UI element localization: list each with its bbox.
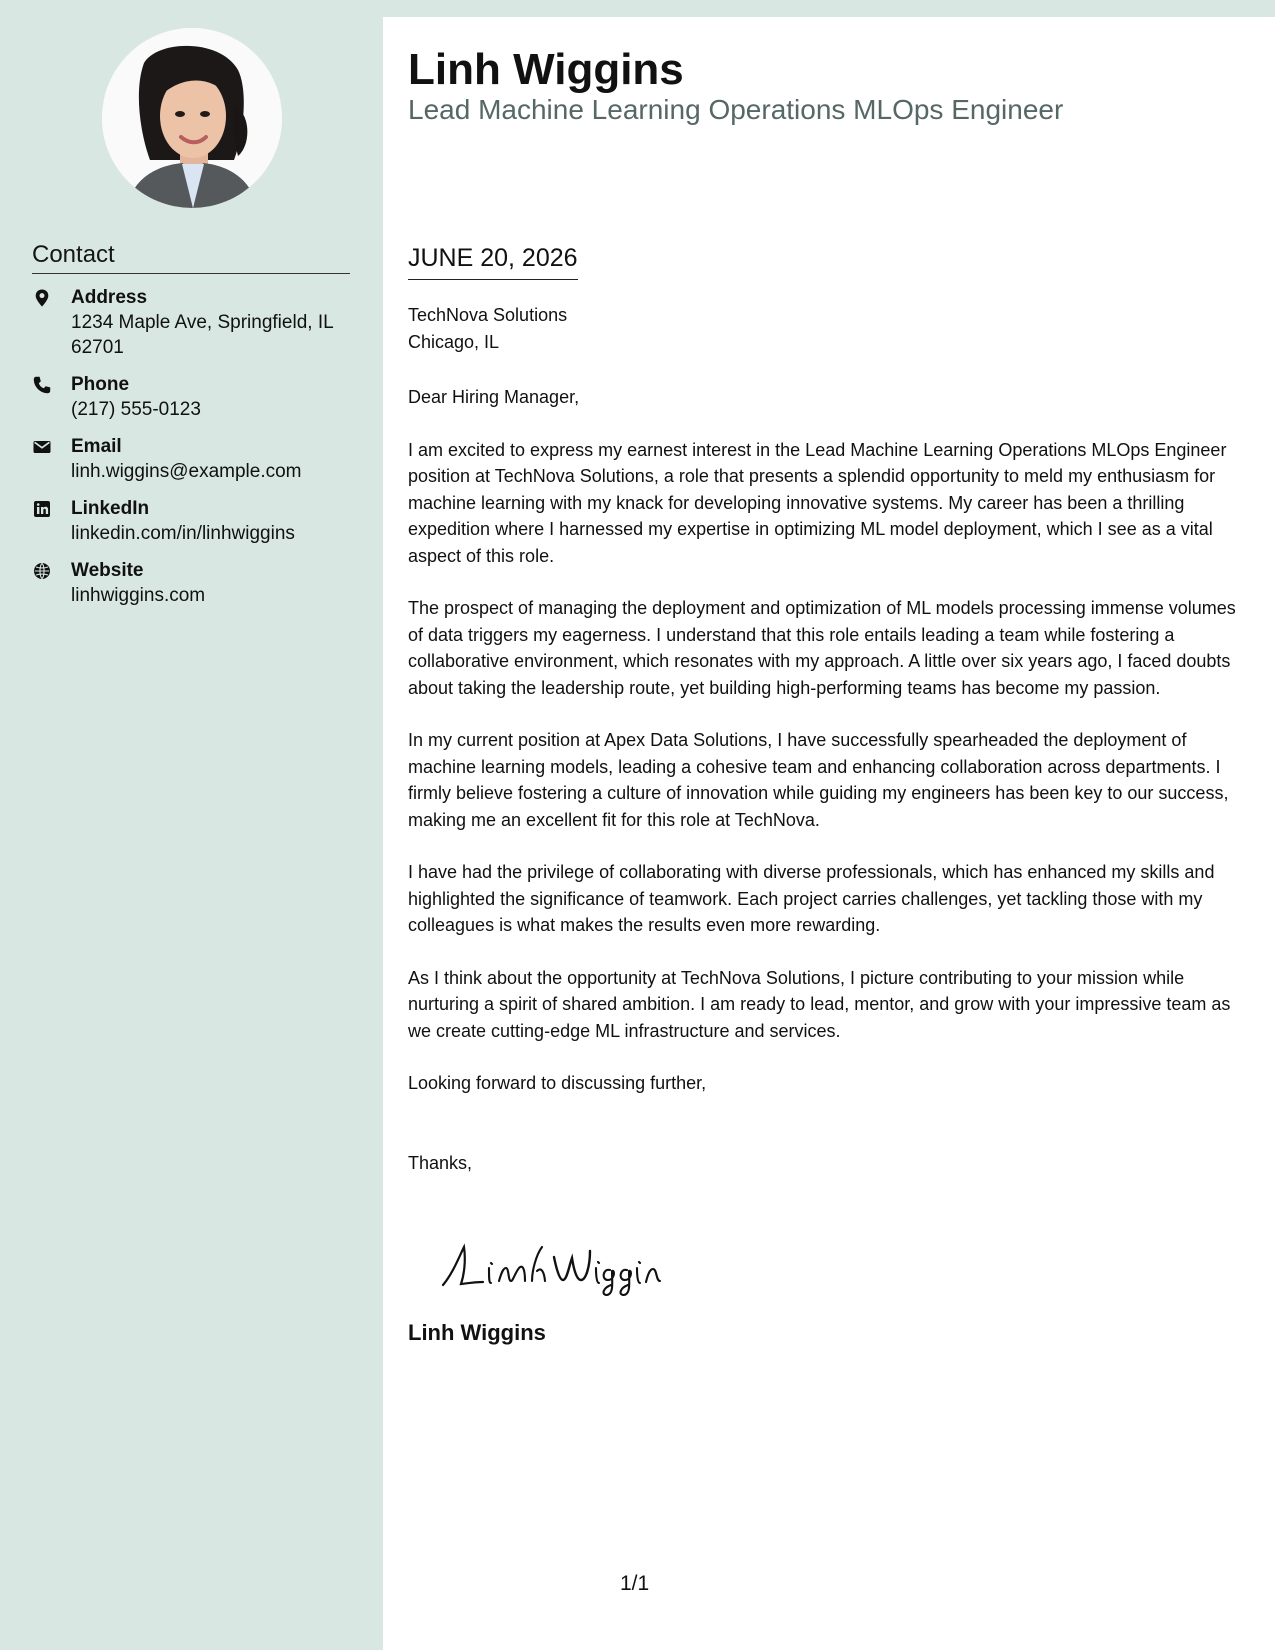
recipient-location: Chicago, IL — [408, 332, 500, 352]
letter-body — [408, 384, 1250, 1176]
contact-list — [32, 285, 352, 620]
phone-label: Phone — [71, 374, 130, 395]
letter-panel — [383, 17, 1275, 1650]
page-number: 1/1 — [620, 1572, 650, 1595]
phone-icon — [32, 375, 52, 395]
phone-value: (217) 555-0123 — [71, 399, 201, 420]
handwritten-signature — [433, 1237, 663, 1297]
email-label: Email — [71, 436, 122, 457]
email-value[interactable]: linh.wiggins@example.com — [71, 461, 302, 482]
closing-line: Looking forward to discussing further, — [408, 1073, 707, 1093]
applicant-name: Linh Wiggins — [408, 45, 684, 94]
paragraph-2: The prospect of managing the deployment and optimization of ML models processing immense volumes of data triggers my eagerness. I understand that this role entails leading a team while fostering a collaborative environment, which resonates with my approach. A little over six years ago, I faced doubts about taking the leadership route, yet building high-performing teams has become my passion. — [408, 598, 1236, 698]
mail-icon — [32, 437, 52, 457]
contact-item-address — [32, 285, 352, 360]
paragraph-3: In my current position at Apex Data Solutions, I have successfully spearheaded the deployment of machine learning models, leading a cohesive team and enhancing collaboration across departments. I firmly believe fostering a culture of innovation while guiding my engineers has been key to our success, making me an excellent fit for this role at TechNova. — [408, 730, 1229, 830]
contact-heading: Contact — [32, 241, 350, 274]
paragraph-5: As I think about the opportunity at TechNova Solutions, I picture contributing to your mission while nurturing a spirit of shared ambition. I am ready to lead, mentor, and grow with your impressive team as we create cutting-edge ML infrastructure and services. — [408, 967, 1231, 1041]
recipient-block — [408, 302, 567, 356]
sidebar — [0, 0, 383, 1650]
job-title: Lead Machine Learning Operations MLOps Engineer — [408, 94, 1064, 125]
contact-item-linkedin — [32, 496, 352, 546]
address-value: 1234 Maple Ave, Springfield, IL 62701 — [71, 312, 333, 358]
signoff: Thanks, — [408, 1152, 473, 1173]
letter-date: JUNE 20, 2026 — [408, 243, 578, 280]
profile-photo — [102, 28, 282, 208]
linkedin-value[interactable]: linkedin.com/in/linhwiggins — [71, 523, 295, 544]
website-value[interactable]: linhwiggins.com — [71, 585, 206, 606]
salutation: Dear Hiring Manager, — [408, 387, 580, 407]
paragraph-1: I am excited to express my earnest interest in the Lead Machine Learning Operations MLOps Engineer position at TechNova Solutions, a role that presents a splendid opportunity to meld my enthusiasm for machine learning with my knack for developing innovative systems. My career has been a thrilling expedition where I harnessed my expertise in optimizing ML model deployment, which I see as a vital aspect of this role. — [408, 439, 1227, 566]
address-label: Address — [71, 287, 148, 308]
contact-item-email — [32, 434, 352, 484]
recipient-company: TechNova Solutions — [408, 305, 568, 325]
signer-name: Linh Wiggins — [408, 1320, 546, 1345]
linkedin-label: LinkedIn — [71, 498, 150, 519]
linkedin-icon — [32, 499, 52, 519]
contact-item-website — [32, 558, 352, 608]
website-label: Website — [71, 560, 144, 581]
globe-icon — [32, 561, 52, 581]
map-pin-icon — [32, 288, 52, 308]
contact-item-phone — [32, 372, 352, 422]
paragraph-4: I have had the privilege of collaborating with diverse professionals, which has enhanced my skills and highlighted the significance of teamwork. Each project carries challenges, yet tackling those with my colleagues is what makes the results even more rewarding. — [408, 862, 1215, 935]
